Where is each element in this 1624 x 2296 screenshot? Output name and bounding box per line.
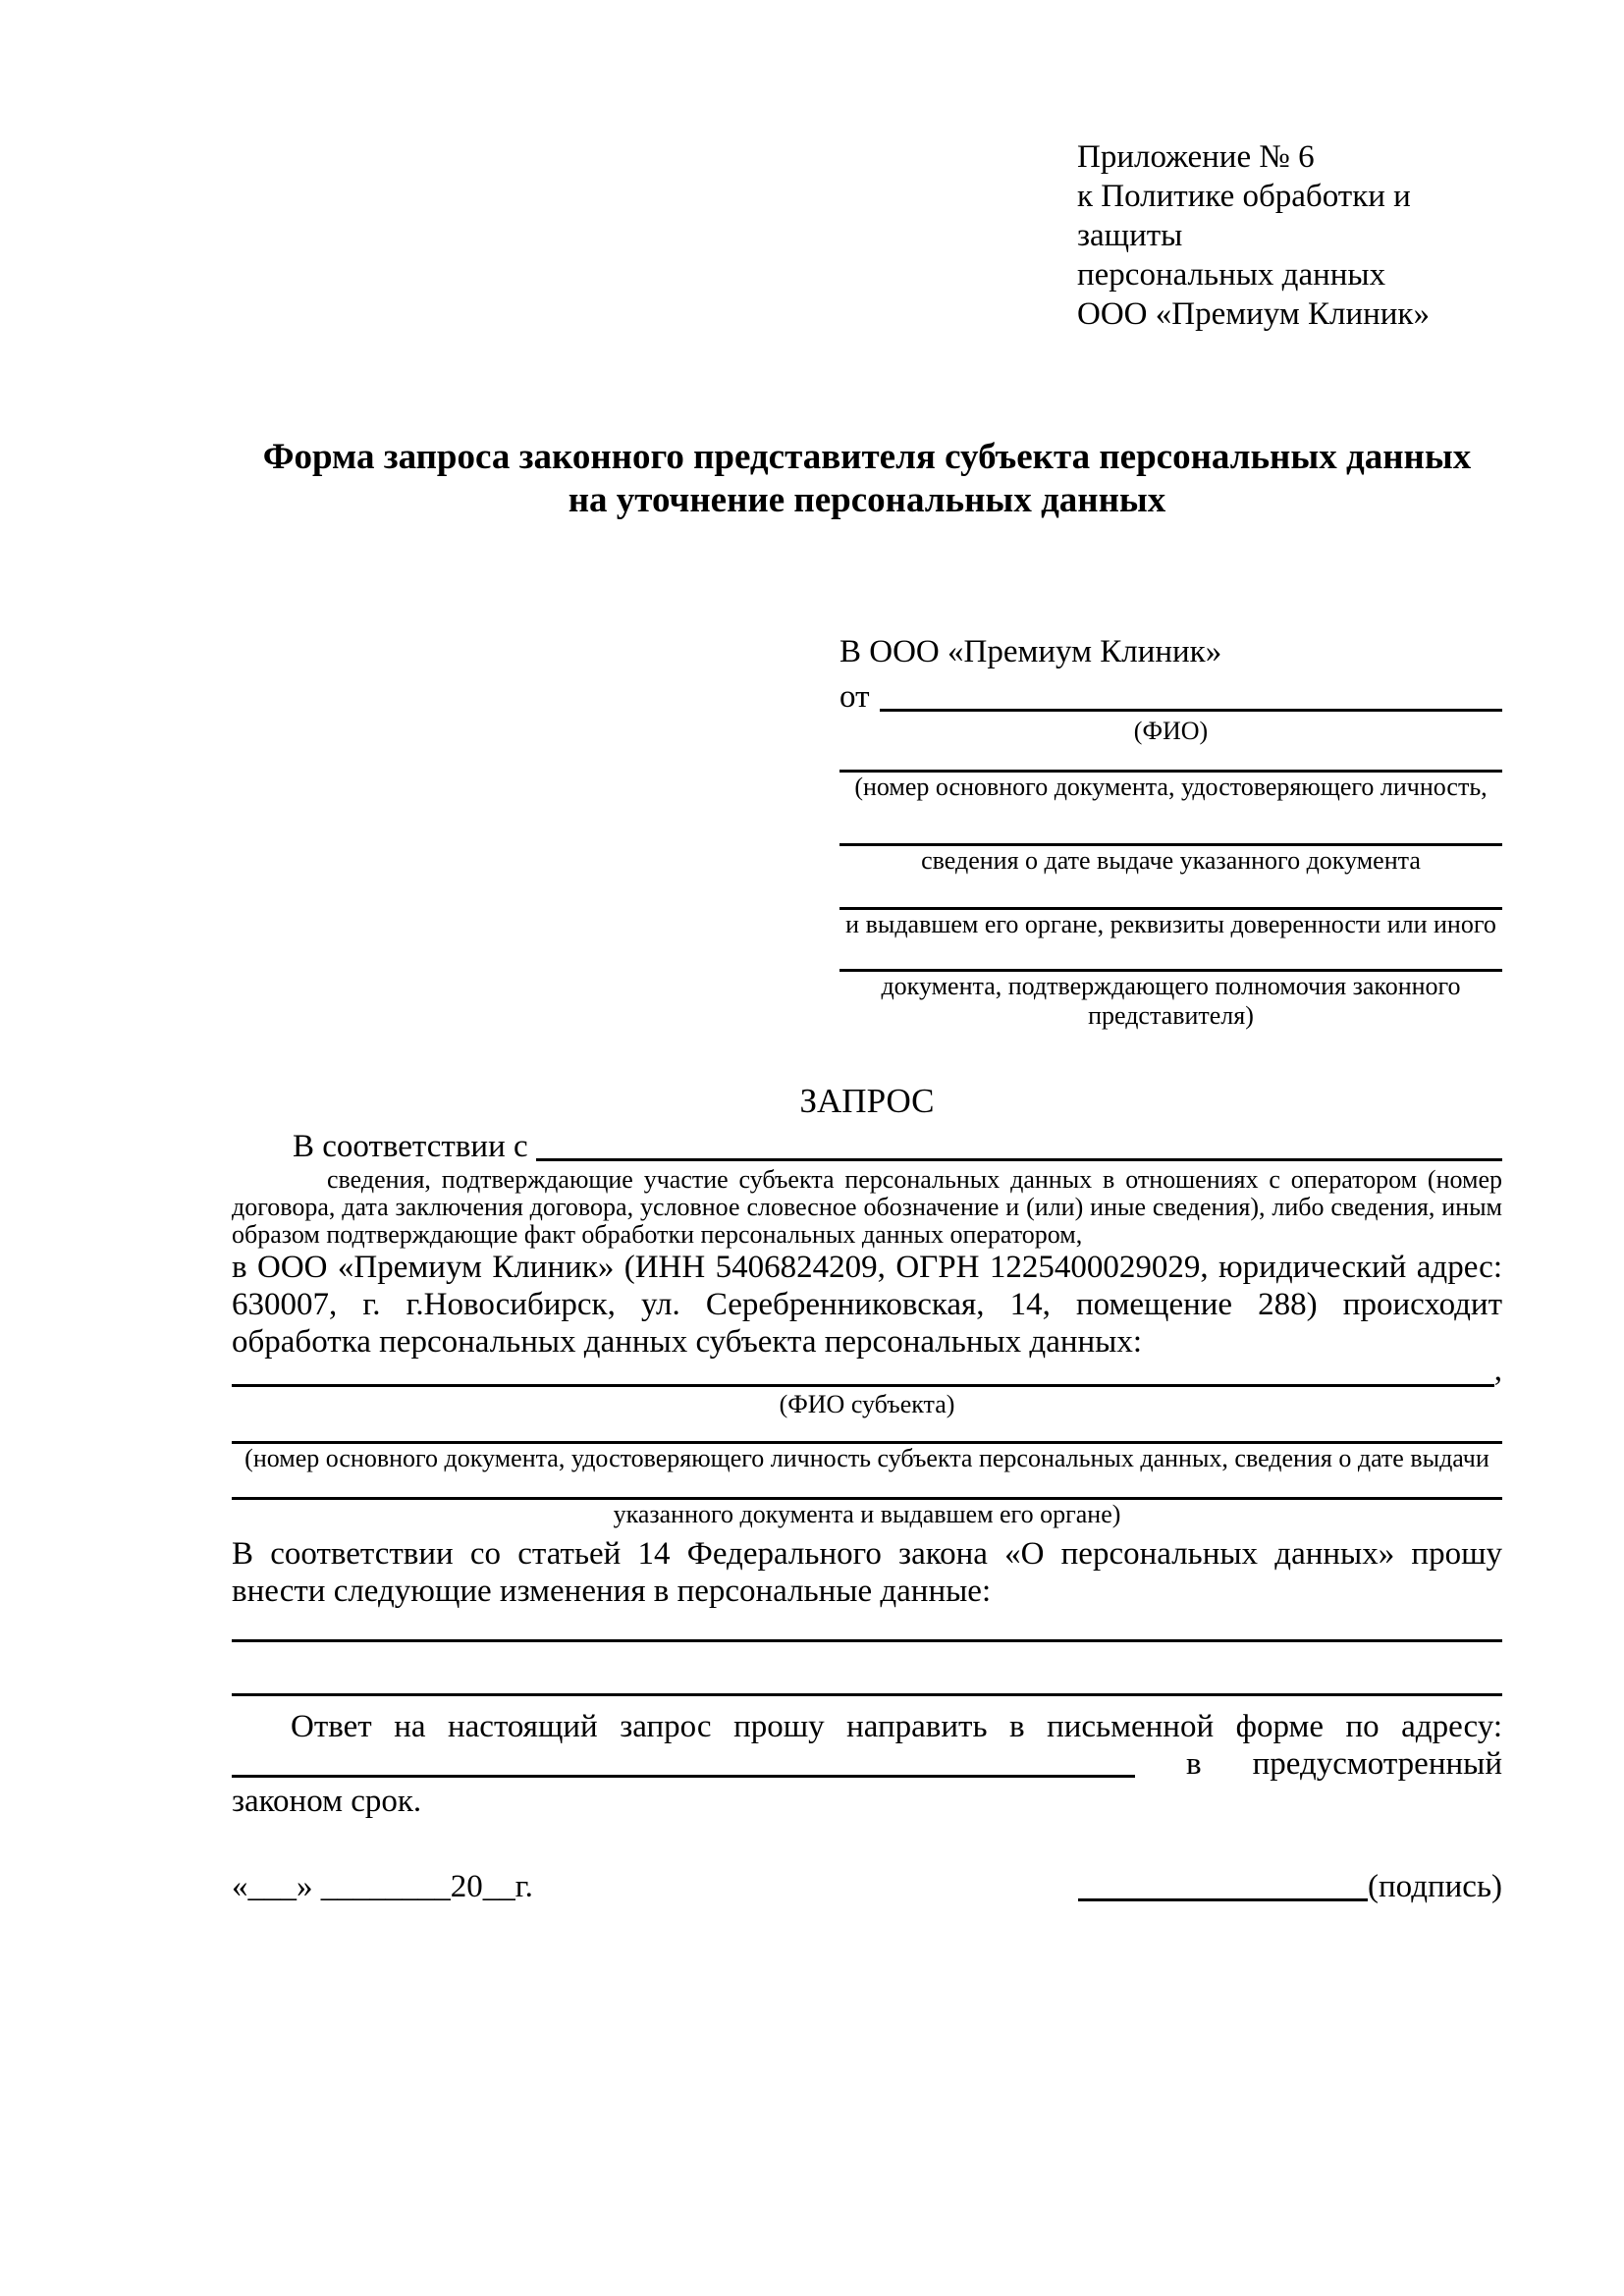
form-title-line: Форма запроса законного представителя субъекта персональных данных — [262, 437, 1472, 477]
operator-paragraph: в ООО «Премиум Клиник» (ИНН 5406824209, ОГРН 1225400029029, юридический адрес: 630007, г. г.Новосибирск, ул. Серебренниковская, 14, помещение 288) происходит обработка персональных данных субъекта персональных данных: — [232, 1250, 1502, 1360]
form-title-line: на уточнение персональных данных — [568, 480, 1166, 520]
date-blank-text: «___» ________20__г. — [232, 1869, 533, 1904]
signature-blank-line — [1078, 1898, 1368, 1901]
signature-caption: (подпись) — [1368, 1869, 1502, 1904]
form-title — [232, 436, 1502, 522]
answer-address-row — [232, 1745, 1502, 1783]
subject-fio-caption: (ФИО субъекта) — [779, 1390, 955, 1418]
changes-blank-line-1 — [232, 1639, 1502, 1642]
request-heading: ЗАПРОС — [799, 1082, 935, 1120]
from-blank-line — [880, 709, 1503, 712]
from-label: от — [839, 679, 870, 715]
id-blank-caption-2: сведения о дате выдаче указанного документа — [921, 846, 1421, 875]
id-blank-caption-4: документа, подтверждающего полномочия законного представителя) — [881, 972, 1461, 1030]
accordance-note: сведения, подтверждающие участие субъекта персональных данных в отношениях с оператором (номер договора, дата заключения договора, условное словесное обозначение и (или) иные сведения), либо сведения, иным образом подтверждающие факт обработки персональных данных оператором, — [232, 1165, 1502, 1249]
changes-blank-line-2 — [232, 1693, 1502, 1696]
accordance-label: В соответствии с — [293, 1129, 528, 1164]
signature-block — [1078, 1867, 1502, 1906]
appendix-line: Приложение № 6 — [1077, 139, 1315, 175]
appendix-line: ООО «Премиум Клиник» — [1077, 296, 1430, 332]
answer-word: в — [1186, 1746, 1202, 1782]
subject-doc-caption-1: (номер основного документа, удостоверяющего личность субъекта персональных данных, сведения о дате выдачи — [244, 1444, 1489, 1472]
from-row — [839, 671, 1502, 717]
id-blank-caption-1: (номер основного документа, удостоверяющего личность, — [854, 773, 1488, 801]
appendix-line: персональных данных — [1077, 257, 1386, 293]
addressee-org: В ООО «Премиум Клиник» — [839, 634, 1222, 669]
id-blank-caption-3: и выдавшем его органе, реквизиты доверенности или иного — [845, 910, 1496, 938]
article-14-paragraph: В соответствии со статьей 14 Федерального закона «О персональных данных» прошу внести следующие изменения в персональные данные: — [232, 1536, 1502, 1609]
accordance-row — [232, 1131, 1502, 1166]
accordance-blank-line — [536, 1158, 1502, 1161]
fio-caption: (ФИО) — [1133, 717, 1209, 745]
subject-fio-blank-line — [232, 1384, 1494, 1387]
address-blank-line — [232, 1775, 1135, 1778]
footer-row — [232, 1867, 1502, 1906]
answer-word: предусмотренный — [1252, 1746, 1502, 1782]
subject-doc-caption-2: указанного документа и выдавшем его органе) — [613, 1500, 1121, 1528]
answer-paragraph-intro: Ответ на настоящий запрос прошу направить в письменной форме по адресу: — [291, 1709, 1502, 1744]
trailing-comma: , — [1493, 1353, 1502, 1388]
subject-fio-row — [232, 1353, 1502, 1390]
answer-paragraph-tail: законом срок. — [232, 1784, 422, 1819]
appendix-block — [1077, 137, 1502, 334]
appendix-line: к Политике обработки и защиты — [1077, 179, 1411, 253]
addressee-block — [839, 632, 1502, 1031]
